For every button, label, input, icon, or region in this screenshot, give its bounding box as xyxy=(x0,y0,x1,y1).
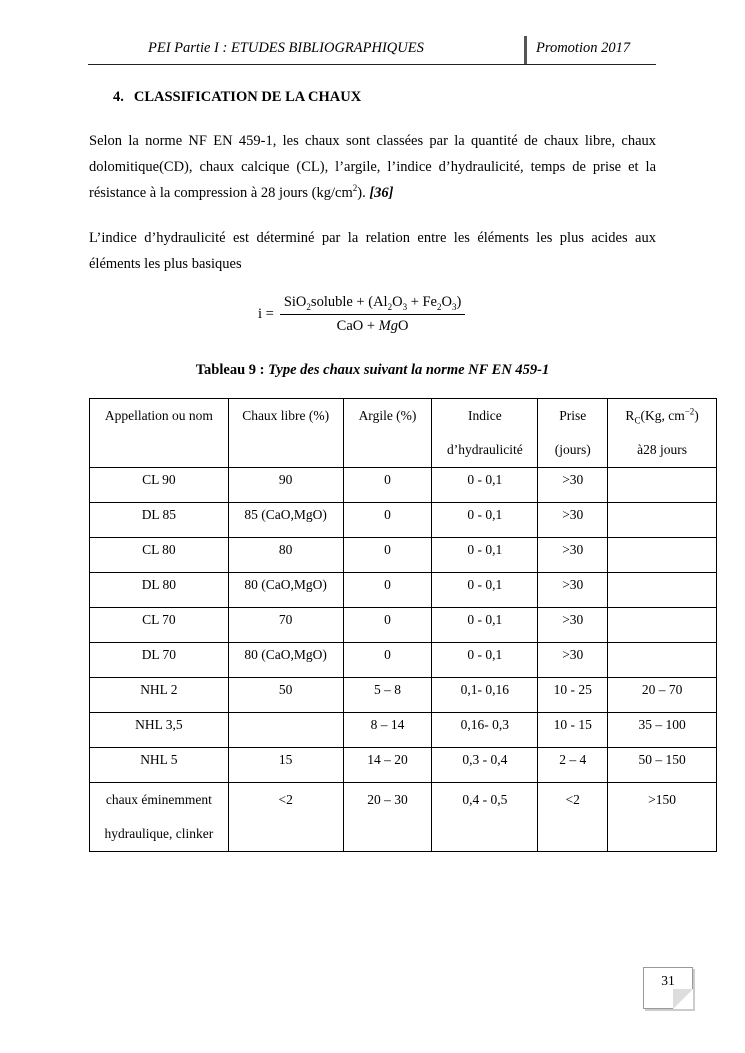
header-separator xyxy=(524,36,527,64)
col-chaux-libre: Chaux libre (%) xyxy=(228,399,343,468)
cell-argile: 8 – 14 xyxy=(343,713,432,748)
cell-name: CL 90 xyxy=(90,468,229,503)
paragraph-classification xyxy=(89,128,656,206)
paragraph1-sup: 2 xyxy=(352,183,358,194)
cell-indice: 0 - 0,1 xyxy=(432,538,538,573)
cell-prise: <2 xyxy=(538,783,608,852)
cell-rc xyxy=(608,468,717,503)
cell-rc: >150 xyxy=(608,783,717,852)
col-prise: Prise (jours) xyxy=(538,399,608,468)
table-row xyxy=(90,468,717,503)
cell-chaux: 85 (CaO,MgO) xyxy=(228,503,343,538)
caption-text: Type des chaux suivant la norme NF EN 459-1 xyxy=(268,362,550,378)
cell-prise: >30 xyxy=(538,503,608,538)
col-argile: Argile (%) xyxy=(343,399,432,468)
table-row xyxy=(90,503,717,538)
section-title: CLASSIFICATION DE LA CHAUX xyxy=(133,89,362,105)
cell-chaux: 80 (CaO,MgO) xyxy=(228,643,343,678)
paragraph1-after: ). xyxy=(357,185,370,201)
cell-name: CL 70 xyxy=(90,608,229,643)
cell-indice: 0 - 0,1 xyxy=(432,503,538,538)
cell-indice: 0 - 0,1 xyxy=(432,643,538,678)
table-row xyxy=(90,713,717,748)
hydraulicity-formula xyxy=(258,294,465,335)
cell-name: NHL 3,5 xyxy=(90,713,229,748)
cell-chaux: <2 xyxy=(228,783,343,852)
page-number: 31 xyxy=(661,973,675,988)
table-header-row xyxy=(90,399,717,468)
cell-argile: 0 xyxy=(343,608,432,643)
table-row xyxy=(90,678,717,713)
col-rc: $R_C(Kg$, $cm^{-2}$) à28 jours xyxy=(608,399,717,468)
cell-rc xyxy=(608,538,717,573)
cell-name: NHL 2 xyxy=(90,678,229,713)
cell-argile: 0 xyxy=(343,643,432,678)
cell-rc xyxy=(608,643,717,678)
table-row xyxy=(90,608,717,643)
cell-chaux xyxy=(228,713,343,748)
table-row xyxy=(90,573,717,608)
caption-label: Tableau 9 : xyxy=(195,362,269,378)
cell-indice: 0 - 0,1 xyxy=(432,468,538,503)
page-fold-corner xyxy=(673,989,693,1009)
cell-argile: 20 – 30 xyxy=(343,783,432,852)
cell-rc: 35 – 100 xyxy=(608,713,717,748)
cell-prise: 2 – 4 xyxy=(538,748,608,783)
paragraph-indice xyxy=(89,225,656,277)
cell-name: DL 70 xyxy=(90,643,229,678)
table-row xyxy=(90,538,717,573)
cell-chaux: 80 xyxy=(228,538,343,573)
cell-argile: 0 xyxy=(343,573,432,608)
cell-rc xyxy=(608,573,717,608)
cell-indice: 0,4 - 0,5 xyxy=(432,783,538,852)
section-heading xyxy=(113,89,361,106)
formula-denominator: CaO + MgO xyxy=(336,318,409,334)
paragraph2-text: L’indice d’hydraulicité est déterminé par la relation entre les éléments les plus acides aux éléments les plus basiques xyxy=(89,230,656,272)
cell-rc: 50 – 150 xyxy=(608,748,717,783)
cell-name: DL 80 xyxy=(90,573,229,608)
table-caption xyxy=(0,362,745,379)
table-row xyxy=(90,783,717,852)
cell-chaux: 70 xyxy=(228,608,343,643)
cell-prise: >30 xyxy=(538,573,608,608)
cell-argile: 5 – 8 xyxy=(343,678,432,713)
cell-name: DL 85 xyxy=(90,503,229,538)
cell-name: NHL 5 xyxy=(90,748,229,783)
formula-lhs: i = xyxy=(258,306,274,322)
cell-indice: 0,16- 0,3 xyxy=(432,713,538,748)
cell-argile: 0 xyxy=(343,538,432,573)
cell-prise: >30 xyxy=(538,643,608,678)
cell-rc: 20 – 70 xyxy=(608,678,717,713)
cell-indice: 0,3 - 0,4 xyxy=(432,748,538,783)
header-promotion: Promotion 2017 xyxy=(536,40,631,56)
cell-chaux: 15 xyxy=(228,748,343,783)
reference-36: [36] xyxy=(369,185,394,201)
cell-indice: 0 - 0,1 xyxy=(432,573,538,608)
cell-name: chaux éminemment hydraulique, clinker xyxy=(90,783,229,852)
cell-rc xyxy=(608,503,717,538)
cell-argile: 0 xyxy=(343,468,432,503)
formula-numerator: SiO$_2$soluble + $(Al_2O_3 + Fe_2O_3)$ xyxy=(283,294,462,312)
col-indice: Indice d’hydraulicité xyxy=(432,399,538,468)
cell-prise: >30 xyxy=(538,468,608,503)
col-appellation: Appellation ou nom xyxy=(90,399,229,468)
formula-fraction xyxy=(280,294,465,335)
paragraph1-text: Selon la norme NF EN 459-1, les chaux sont classées par la quantité de chaux libre, chaux dolomitique(CD), chaux calcique (CL), l’argile, l’indice d’hydraulicité, temps de prise et la résistance à la compression à 28 jours (kg/cm xyxy=(89,133,656,201)
cell-name: CL 80 xyxy=(90,538,229,573)
page-number-box xyxy=(643,967,693,1009)
cell-prise: >30 xyxy=(538,608,608,643)
cell-prise: 10 - 15 xyxy=(538,713,608,748)
cell-indice: 0 - 0,1 xyxy=(432,608,538,643)
table-row xyxy=(90,643,717,678)
cell-chaux: 90 xyxy=(228,468,343,503)
cell-indice: 0,1- 0,16 xyxy=(432,678,538,713)
header-title: PEI Partie I : ETUDES BIBLIOGRAPHIQUES xyxy=(148,40,424,56)
section-number: 4. xyxy=(113,89,124,105)
cell-prise: 10 - 25 xyxy=(538,678,608,713)
cell-argile: 14 – 20 xyxy=(343,748,432,783)
cell-prise: >30 xyxy=(538,538,608,573)
cell-rc xyxy=(608,608,717,643)
table-row xyxy=(90,748,717,783)
page-header xyxy=(88,36,656,65)
cell-chaux: 80 (CaO,MgO) xyxy=(228,573,343,608)
cell-argile: 0 xyxy=(343,503,432,538)
cell-chaux: 50 xyxy=(228,678,343,713)
lime-types-table xyxy=(89,398,717,852)
